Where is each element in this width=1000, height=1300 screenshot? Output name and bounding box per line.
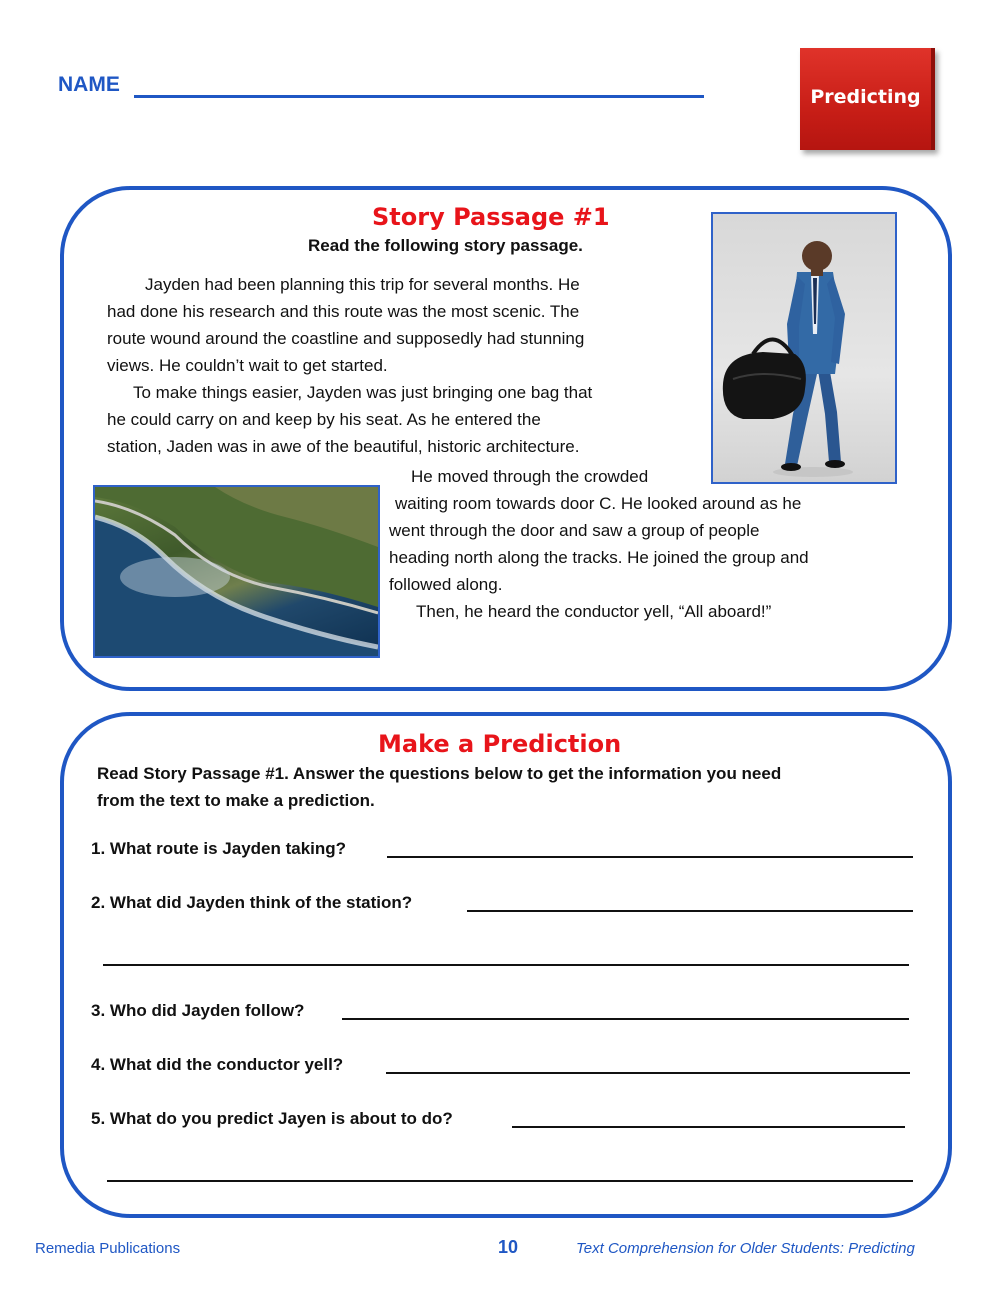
question-2: 2. What did Jayden think of the station? [91, 893, 413, 912]
page-number: 10 [498, 1237, 519, 1257]
prediction-instructions: from the text to make a prediction. [97, 791, 375, 810]
topic-badge-label: Predicting [810, 86, 921, 108]
answer-line-4[interactable] [386, 1072, 910, 1074]
answer-line-1[interactable] [387, 856, 913, 858]
answer-line-3[interactable] [342, 1018, 909, 1020]
story-line: heading north along the tracks. He joined the group and [389, 548, 809, 567]
question-5: 5. What do you predict Jayen is about to do? [91, 1109, 453, 1128]
prediction-title: Make a Prediction [378, 730, 622, 758]
footer-publisher: Remedia Publications [35, 1240, 181, 1257]
prediction-instructions: Read Story Passage #1. Answer the questions below to get the information you need [97, 764, 782, 783]
name-line[interactable] [134, 95, 704, 98]
story-line: had done his research and this route was the most scenic. The [107, 302, 580, 321]
story-line: station, Jaden was in awe of the beautiful, historic architecture. [107, 437, 580, 456]
answer-line-2b[interactable] [103, 964, 909, 966]
story-line: followed along. [389, 575, 503, 594]
story-line: he could carry on and keep by his seat. As he entered the [107, 410, 541, 429]
topic-badge [800, 48, 935, 150]
question-1: 1. What route is Jayden taking? [91, 839, 347, 858]
passage-title: Story Passage #1 [372, 203, 610, 231]
passage-subtitle: Read the following story passage. [308, 236, 583, 255]
story-line: went through the door and saw a group of people [389, 521, 760, 540]
traveler-photo [711, 212, 897, 484]
question-4: 4. What did the conductor yell? [91, 1055, 344, 1074]
story-line: To make things easier, Jayden was just bringing one bag that [133, 383, 593, 402]
answer-line-2[interactable] [467, 910, 913, 912]
story-line: Then, he heard the conductor yell, “All aboard!” [416, 602, 772, 621]
story-line: views. He couldn’t wait to get started. [107, 356, 388, 375]
footer-book-title: Text Comprehension for Older Students: Predicting [576, 1240, 915, 1257]
story-line: He moved through the crowded [411, 467, 649, 486]
name-label: NAME [58, 73, 120, 96]
traveler-illustration [713, 214, 895, 482]
coastline-illustration [95, 487, 378, 656]
answer-line-5b[interactable] [107, 1180, 913, 1182]
question-3: 3. Who did Jayden follow? [91, 1001, 305, 1020]
story-line: Jayden had been planning this trip for several months. He [145, 275, 580, 294]
story-line: route wound around the coastline and supposedly had stunning [107, 329, 585, 348]
answer-line-5[interactable] [512, 1126, 905, 1128]
coastline-photo [93, 485, 380, 658]
story-line: waiting room towards door C. He looked around as he [395, 494, 802, 513]
